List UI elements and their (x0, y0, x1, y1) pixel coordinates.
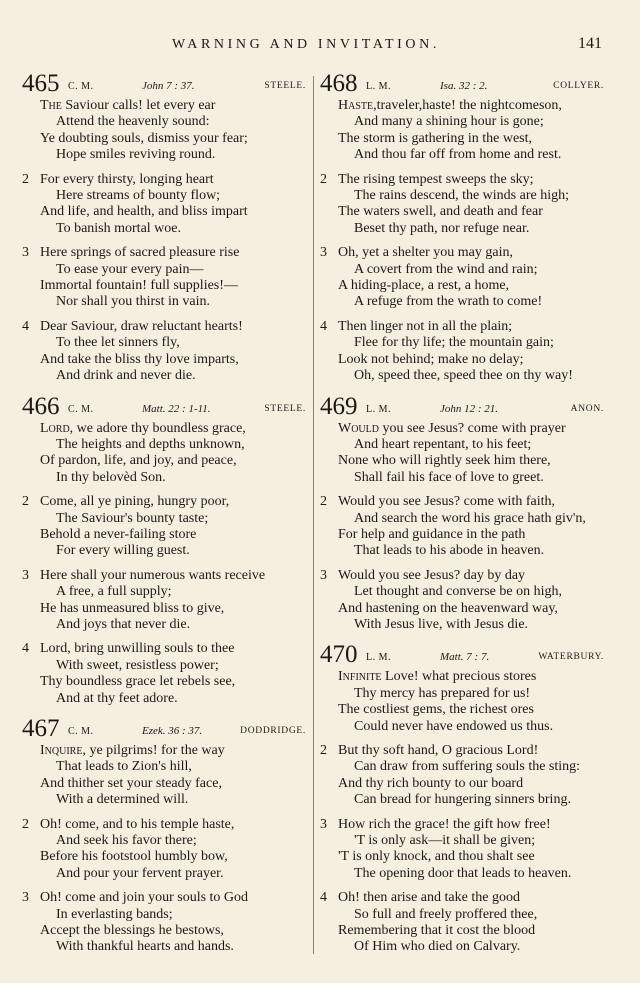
hymn-header (22, 717, 312, 743)
stanza-number: 2 (320, 743, 327, 758)
stanza (22, 172, 312, 238)
scripture-reference: Matt. 22 : 1-11. (142, 402, 211, 415)
hymn (320, 643, 610, 956)
stanza (320, 669, 610, 735)
stanza-number: 3 (320, 245, 327, 261)
stanza (320, 319, 610, 385)
verse-line: And heart repentant, to his feet; (354, 436, 532, 452)
verse-line: Shall fail his face of love to greet. (354, 469, 544, 485)
verse-line: Oh! then arise and take the good (338, 890, 520, 906)
verse-line: Can bread for hungering sinners bring. (354, 792, 571, 808)
verse-text: we adore thy boundless grace, (73, 420, 246, 436)
stanza (22, 494, 312, 560)
verse-line: And thy rich bounty to our board (338, 775, 524, 791)
hymn-number: 466 (22, 392, 60, 420)
verse-line: With a determined will. (56, 792, 189, 808)
stanza-number: 3 (320, 816, 327, 832)
verse-line: And drink and never die. (56, 368, 196, 384)
verse-line (22, 743, 312, 759)
hymn-meter: L. M. (366, 652, 391, 664)
verse-line: And search the word his grace hath giv'n, (354, 510, 586, 526)
stanza-number: 3 (22, 567, 29, 583)
verse-text: Love! what precious stores (381, 669, 537, 685)
verse-line: Oh! come and join your souls to God (40, 890, 249, 906)
hymn-author: WATERBURY. (538, 652, 604, 663)
verse-text: Saviour calls! let every ear (61, 98, 216, 113)
verse-line: Thy boundless grace let rebels see, (40, 674, 236, 690)
verse-line: A free, a full supply; (56, 584, 172, 600)
verse-line: Flee for thy life; the mountain gain; (354, 335, 554, 351)
first-word: The (40, 98, 62, 113)
stanza (320, 817, 610, 883)
verse-line: Behold a never-failing store (40, 526, 197, 542)
verse-line (22, 421, 312, 437)
verse-line: A hiding-place, a rest, a home, (338, 278, 510, 294)
verse-line: And joys that never die. (56, 616, 191, 632)
stanza-number: 2 (22, 816, 29, 832)
stanza-number: 3 (22, 890, 29, 906)
verse-line: None who will rightly seek him there, (338, 453, 551, 469)
scripture-reference: John 12 : 21. (440, 402, 499, 415)
verse-line (320, 421, 610, 437)
stanza-number: 3 (22, 245, 29, 261)
stanza (22, 319, 312, 385)
verse-line: And thou far off from home and rest. (354, 147, 562, 163)
verse-line: But thy soft hand, O gracious Lord! (338, 743, 539, 758)
right-column (320, 72, 610, 966)
stanza (22, 98, 312, 164)
hymn-meter: C. M. (68, 81, 94, 92)
scripture-reference: Isa. 32 : 2. (440, 80, 488, 92)
verse-line: The heights and depths unknown, (56, 436, 245, 452)
verse-line: So full and freely proffered thee, (354, 906, 538, 922)
stanza (22, 421, 312, 487)
verse-line: He has unmeasured bliss to give, (40, 600, 225, 616)
hymn-author: COLLYER. (553, 81, 604, 91)
verse-line: To banish mortal woe. (56, 220, 181, 236)
first-word: Would (338, 420, 379, 436)
hymn-header (320, 392, 610, 421)
verse-line: Could never have endowed us thus. (354, 718, 554, 734)
hymn-meter: C. M. (68, 403, 94, 415)
verse-line: The waters swell, and death and fear (338, 204, 543, 220)
verse-line: The rains descend, the winds are high; (354, 188, 569, 204)
verse-line (320, 669, 610, 685)
scripture-reference: Matt. 7 : 7. (440, 651, 490, 664)
verse-line: With sweet, resistless power; (56, 657, 219, 673)
verse-line: Nor shall you thirst in vain. (56, 294, 210, 310)
hymn-author: ANON. (570, 403, 604, 414)
verse-text: ye pilgrims! for the way (85, 743, 225, 758)
verse-text: traveler,haste! the nightcomeson, (376, 98, 562, 113)
verse-line: Immortal fountain! full supplies!— (40, 278, 238, 294)
hymn-header (320, 72, 610, 98)
verse-line: The Saviour's bounty taste; (56, 510, 209, 526)
verse-line: And hastening on the heavenward way, (338, 600, 558, 616)
hymn-number: 465 (22, 70, 60, 97)
column-divider (313, 76, 314, 954)
verse-line: Beset thy path, nor refuge near. (354, 220, 530, 236)
stanza (320, 568, 610, 634)
stanza-number: 4 (320, 890, 327, 906)
verse-line: Oh! come, and to his temple haste, (40, 816, 235, 832)
verse-line: Hope smiles reviving round. (56, 147, 216, 163)
verse-line: Of pardon, life, and joy, and peace, (40, 453, 237, 469)
stanza-number: 2 (22, 171, 29, 187)
stanza (22, 817, 312, 883)
first-word: Infinite (338, 669, 382, 685)
left-column (22, 72, 312, 966)
verse-line: Look not behind; make no delay; (338, 351, 524, 367)
stanza-number: 4 (320, 318, 327, 334)
stanza (320, 494, 610, 560)
stanza-number: 2 (320, 171, 327, 187)
stanza (22, 568, 312, 634)
verse-line: Would you see Jesus? come with faith, (338, 494, 555, 510)
verse-line: Let thought and converse be on high, (354, 584, 563, 600)
hymn-number: 469 (320, 392, 358, 420)
verse-line: In everlasting bands; (56, 906, 173, 922)
hymn-author: STEELE. (264, 81, 306, 91)
stanza (320, 743, 610, 809)
verse-line: To ease your every pain— (56, 261, 204, 277)
hymn-number: 470 (320, 641, 358, 669)
verse-line: Thy mercy has prepared for us! (354, 685, 531, 701)
hymn (320, 392, 610, 634)
verse-line: And take the bliss thy love imparts, (40, 351, 239, 367)
verse-line: And pour your fervent prayer. (56, 865, 224, 881)
verse-line: And at thy feet adore. (56, 690, 178, 706)
stanza (320, 421, 610, 487)
hymn-number: 467 (22, 715, 60, 742)
verse-line: Oh, speed thee, speed thee on thy way! (354, 368, 573, 384)
verse-line: Accept the blessings he bestows, (40, 923, 224, 939)
hymn-meter: L. M. (366, 81, 391, 92)
verse-line: 'T is only knock, and thou shalt see (338, 849, 535, 865)
verse-line: And life, and health, and bliss impart (40, 204, 248, 220)
verse-line: The storm is gathering in the west, (338, 130, 533, 146)
verse-text: you see Jesus? come with prayer (379, 420, 566, 436)
verse-line: That leads to Zion's hill, (56, 759, 192, 775)
verse-line: Here streams of bounty flow; (56, 188, 221, 204)
verse-line: 'T is only ask—it shall be given; (354, 833, 536, 849)
verse-line: The opening door that leads to heaven. (354, 865, 572, 881)
stanza-number: 2 (320, 494, 327, 510)
verse-line (22, 98, 312, 114)
verse-line: Before his footstool humbly bow, (40, 849, 228, 865)
hymn-number: 468 (320, 70, 358, 97)
hymn (22, 72, 312, 385)
hymn-meter: C. M. (68, 726, 94, 737)
stanza (22, 743, 312, 809)
stanza (22, 245, 312, 311)
verse-line: A covert from the wind and rain; (354, 261, 538, 277)
verse-line: For every thirsty, longing heart (40, 171, 214, 187)
verse-line: And seek his favor there; (56, 833, 197, 849)
first-word: Inquire, (40, 743, 86, 758)
verse-line: For every willing guest. (56, 543, 190, 559)
verse-line: Then linger not in all the plain; (338, 318, 513, 334)
hymn-author: DODDRIDGE. (240, 726, 306, 736)
verse-line: Here springs of sacred pleasure rise (40, 245, 240, 261)
scripture-reference: John 7 : 37. (142, 80, 195, 92)
verse-line: Here shall your numerous wants receive (40, 567, 266, 583)
hymn-header (22, 392, 312, 421)
verse-line: And thither set your steady face, (40, 775, 222, 791)
hymn (22, 717, 312, 956)
first-word: Haste, (338, 98, 377, 113)
verse-line: Attend the heavenly sound: (56, 114, 210, 130)
verse-line: The costliest gems, the richest ores (338, 702, 534, 718)
verse-line: And many a shining hour is gone; (354, 114, 544, 130)
verse-line: Dear Saviour, draw reluctant hearts! (40, 318, 243, 334)
verse-line: Would you see Jesus? day by day (338, 567, 526, 583)
page-header (0, 37, 640, 59)
verse-line: Lord, bring unwilling souls to thee (40, 641, 235, 657)
scripture-reference: Ezek. 36 : 37. (142, 725, 203, 737)
stanza (320, 245, 610, 311)
verse-line: Come, all ye pining, hungry poor, (40, 494, 230, 510)
stanza-number: 4 (22, 318, 29, 334)
verse-line: For help and guidance in the path (338, 526, 526, 542)
verse-line: With thankful hearts and hands. (56, 939, 234, 955)
hymn (22, 392, 312, 708)
verse-line: Remembering that it cost the blood (338, 923, 536, 939)
verse-line: In thy belovèd Son. (56, 469, 166, 485)
verse-line: The rising tempest sweeps the sky; (338, 171, 534, 187)
verse-line: To thee let sinners fly, (56, 335, 180, 351)
stanza-number: 2 (22, 494, 29, 510)
hymn-meter: L. M. (366, 403, 391, 415)
hymn (320, 72, 610, 385)
stanza-number: 4 (22, 641, 29, 657)
hymn-author: STEELE. (264, 403, 306, 414)
verse-line (320, 98, 610, 114)
verse-line: Oh, yet a shelter you may gain, (338, 245, 513, 261)
verse-line: Can draw from suffering souls the sting: (354, 759, 581, 775)
verse-line: That leads to his abode in heaven. (354, 543, 545, 559)
verse-line: With Jesus live, with Jesus die. (354, 616, 529, 632)
hymn-header (320, 643, 610, 669)
verse-line: Of Him who died on Calvary. (354, 939, 521, 955)
stanza-number: 3 (320, 567, 327, 583)
verse-line: How rich the grace! the gift how free! (338, 816, 551, 832)
stanza (320, 172, 610, 238)
page-number: 141 (578, 35, 602, 52)
hymn-header (22, 72, 312, 98)
stanza (22, 641, 312, 707)
stanza (320, 890, 610, 956)
page-title: WARNING AND INVITATION. (172, 37, 440, 52)
first-word: Lord, (40, 420, 74, 436)
verse-line: Ye doubting souls, dismiss your fear; (40, 130, 248, 146)
stanza (320, 98, 610, 164)
stanza (22, 890, 312, 956)
verse-line: A refuge from the wrath to come! (354, 294, 543, 310)
